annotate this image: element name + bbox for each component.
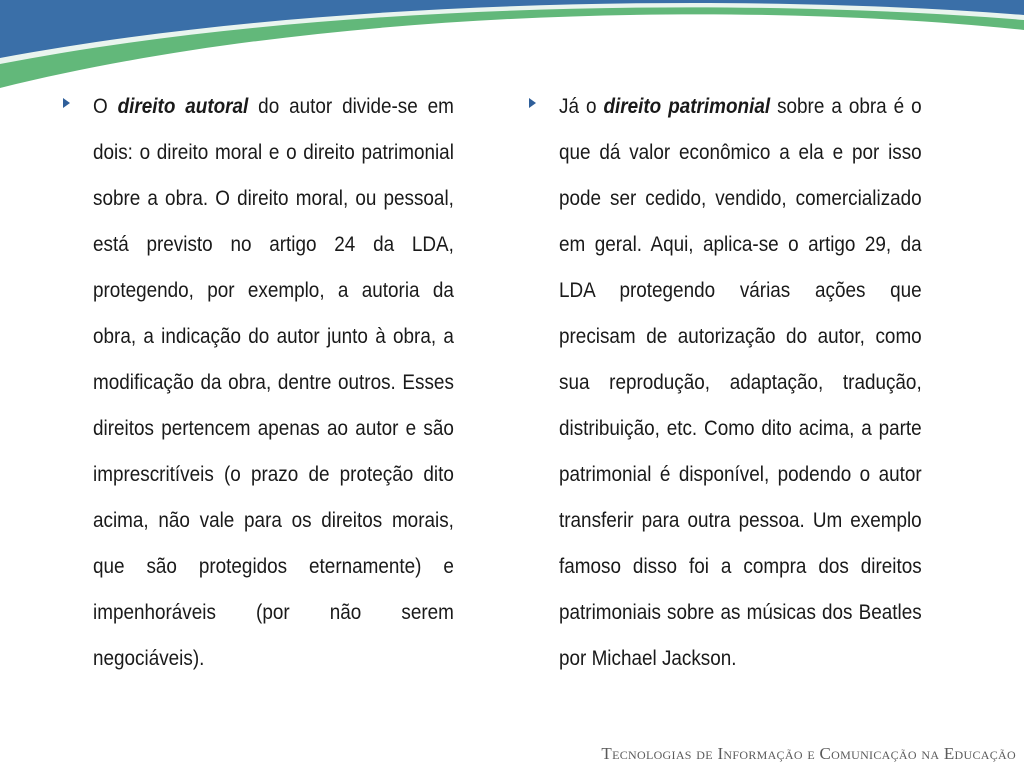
triangle-bullet-icon — [528, 84, 559, 121]
right-prefix: Já o — [559, 95, 604, 118]
right-column — [528, 84, 962, 682]
left-paragraph — [93, 84, 454, 682]
left-emphasis: direito autoral — [117, 95, 249, 118]
footer-title: Tecnologias de Informação e Comunicação na Educação — [601, 744, 1016, 763]
left-column — [62, 84, 494, 682]
right-text: sobre a obra é o que dá valor econômico a ela e por isso pode ser cedido, vendido, comercializado em geral. Aqui, aplica-se o artigo 29, da LDA protegendo várias ações que precisam de autorização do autor, como sua reprodução, adaptação, tradução, distribuição, etc. Como dito acima, a parte patrimonial é disponível, podendo o autor transferir para outra pessoa. Um exemplo famoso disso foi a compra dos direitos patrimoniais sobre as músicas dos Beatles por Michael Jackson. — [559, 95, 922, 670]
header-wave-decoration — [0, 0, 1024, 90]
left-prefix: O — [93, 95, 118, 118]
triangle-bullet-icon — [62, 84, 93, 121]
right-emphasis: direito patrimonial — [603, 95, 771, 118]
left-text: do autor divide-se em dois: o direito moral e o direito patrimonial sobre a obra. O direito moral, ou pessoal, está previsto no artigo 24 da LDA, protegendo, por exemplo, a autoria da obra, a indicação do autor junto à obra, a modificação da obra, dentre outros. Esses direitos pertencem apenas ao autor e são imprescritíveis (o prazo de proteção dito acima, não vale para os direitos morais, que são protegidos eternamente) e impenhoráveis (por não serem negociáveis). — [93, 95, 454, 670]
right-paragraph — [559, 84, 922, 682]
